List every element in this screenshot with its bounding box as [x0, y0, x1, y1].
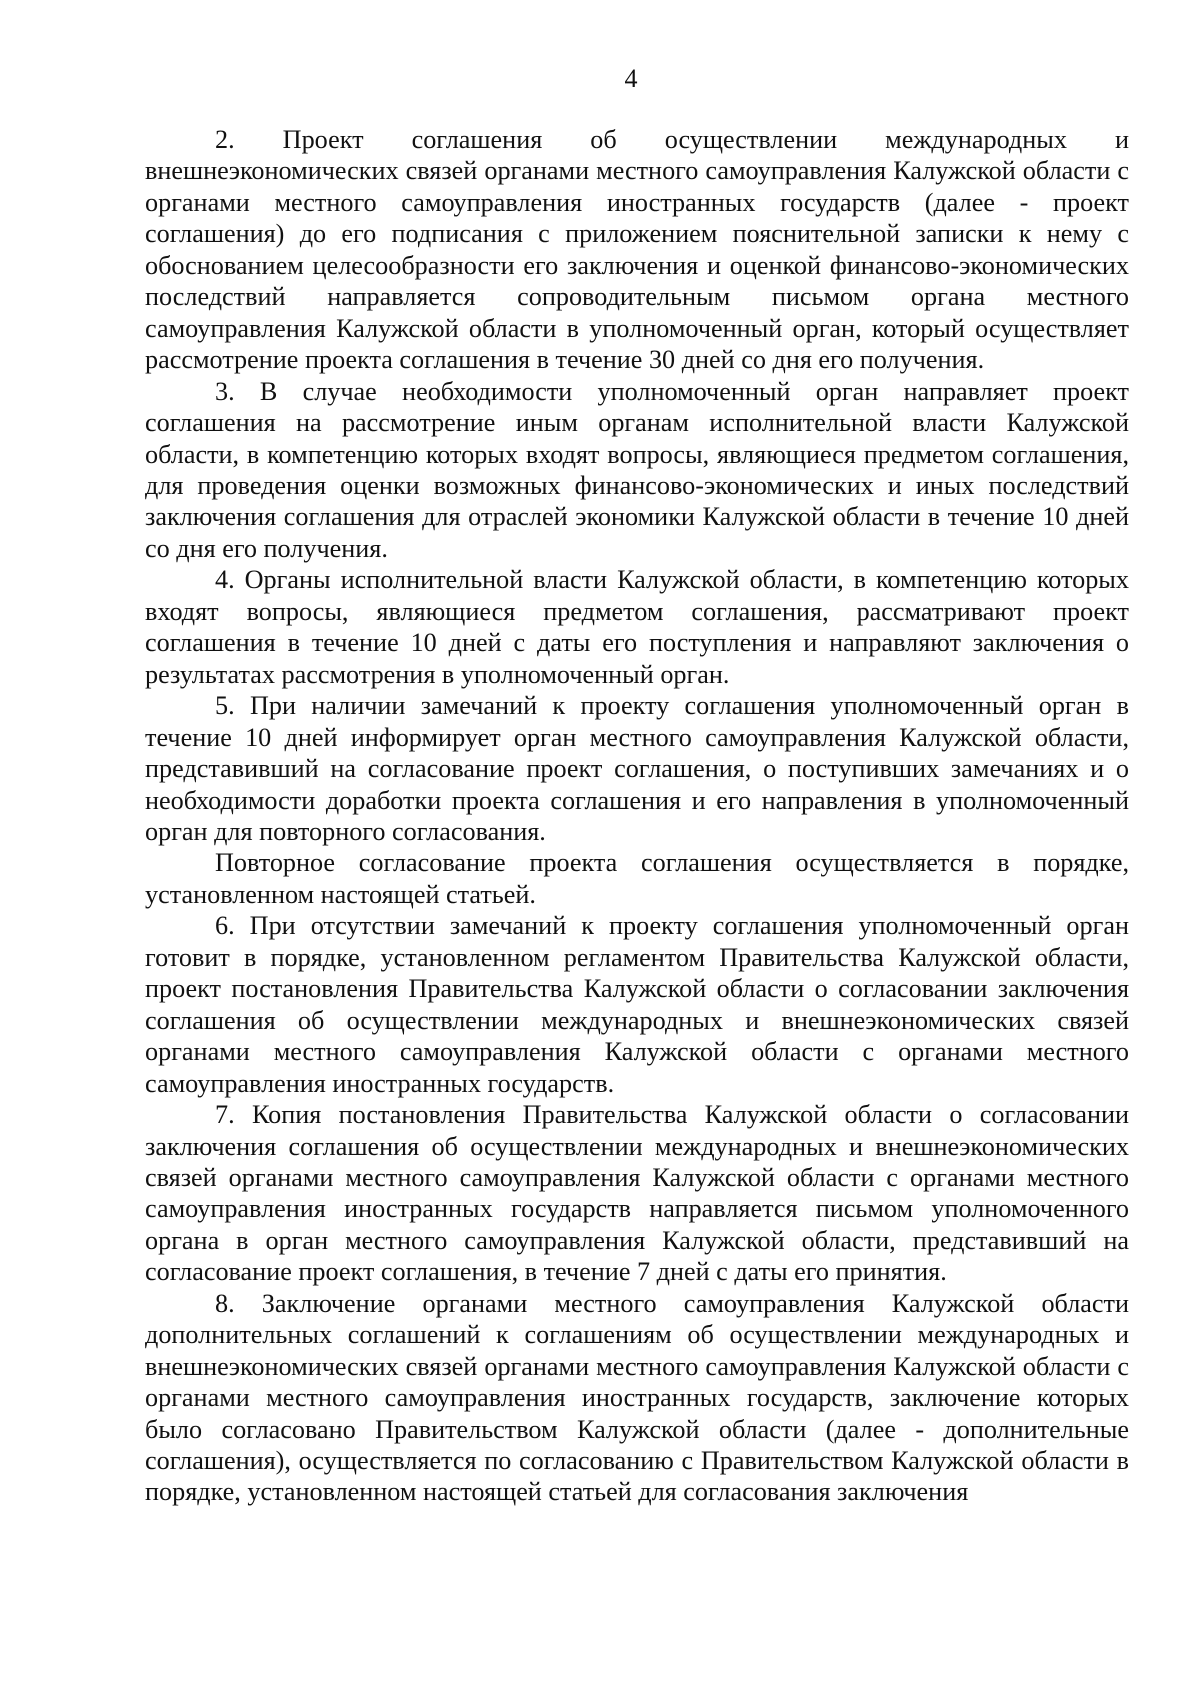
- page-number: 4: [624, 64, 638, 93]
- paragraph-item-2: 2. Проект соглашения об осуществлении международных и внешнеэкономических связей органами местного самоуправления Калужской области с органами местного самоуправления иностранных государств (далее - проект соглашения) до его подписания с приложением пояснительной записки к нему с обоснованием целесообразности его заключения и оценкой финансово-экономических последствий направляется сопроводительным письмом органа местного самоуправления Калужской области в уполномоченный орган, который осуществляет рассмотрение проекта соглашения в течение 30 дней со дня его получения.: [145, 125, 1129, 375]
- paragraph-item-8: 8. Заключение органами местного самоуправления Калужской области дополнительных соглашений к соглашениям об осуществлении международных и внешнеэкономических связей органами местного самоуправления Калужской области с органами местного самоуправления иностранных государств, заключение которых было согласовано Правительством Калужской области (далее - дополнительные соглашения), осуществляется по согласованию с Правительством Калужской области в порядке, установленном настоящей статьей для согласования заключения: [145, 1288, 1129, 1507]
- paragraph-item-3: 3. В случае необходимости уполномоченный орган направляет проект соглашения на рассмотрение иным органам исполнительной власти Калужской области, в компетенцию которых входят вопросы, являющиеся предметом соглашения, для проведения оценки возможных финансово-экономических и иных последствий заключения соглашения для отраслей экономики Калужской области в течение 10 дней со дня его получения.: [145, 376, 1129, 563]
- paragraph-item-7: 7. Копия постановления Правительства Калужской области о согласовании заключения соглашения об осуществлении международных и внешнеэкономических связей органами местного самоуправления Калужской области с органами местного самоуправления иностранных государств направляется письмом уполномоченного органа в орган местного самоуправления Калужской области, представивший на согласование проект соглашения, в течение 7 дней с даты его принятия.: [145, 1100, 1129, 1287]
- paragraph-item-6: 6. При отсутствии замечаний к проекту соглашения уполномоченный орган готовит в порядке, установленном регламентом Правительства Калужской области, проект постановления Правительства Калужской области о согласовании заключения соглашения об осуществлении международных и внешнеэкономических связей органами местного самоуправления Калужской области с органами местного самоуправления иностранных государств.: [145, 911, 1129, 1098]
- paragraph-item-4: 4. Органы исполнительной власти Калужской области, в компетенцию которых входят вопросы, являющиеся предметом соглашения, рассматривают проект соглашения в течение 10 дней с даты его поступления и направляют заключения о результатах рассмотрения в уполномоченный орган.: [145, 565, 1129, 689]
- paragraph-item-5: 5. При наличии замечаний к проекту соглашения уполномоченный орган в течение 10 дней информирует орган местного самоуправления Калужской области, представивший на согласование проект соглашения, о поступивших замечаниях и о необходимости доработки проекта соглашения и его направления в уполномоченный орган для повторного согласования.: [145, 691, 1129, 846]
- document-body: [145, 124, 1129, 1508]
- paragraph-item-5-continuation: Повторное согласование проекта соглашения осуществляется в порядке, установленном настоящей статьей.: [145, 848, 1129, 909]
